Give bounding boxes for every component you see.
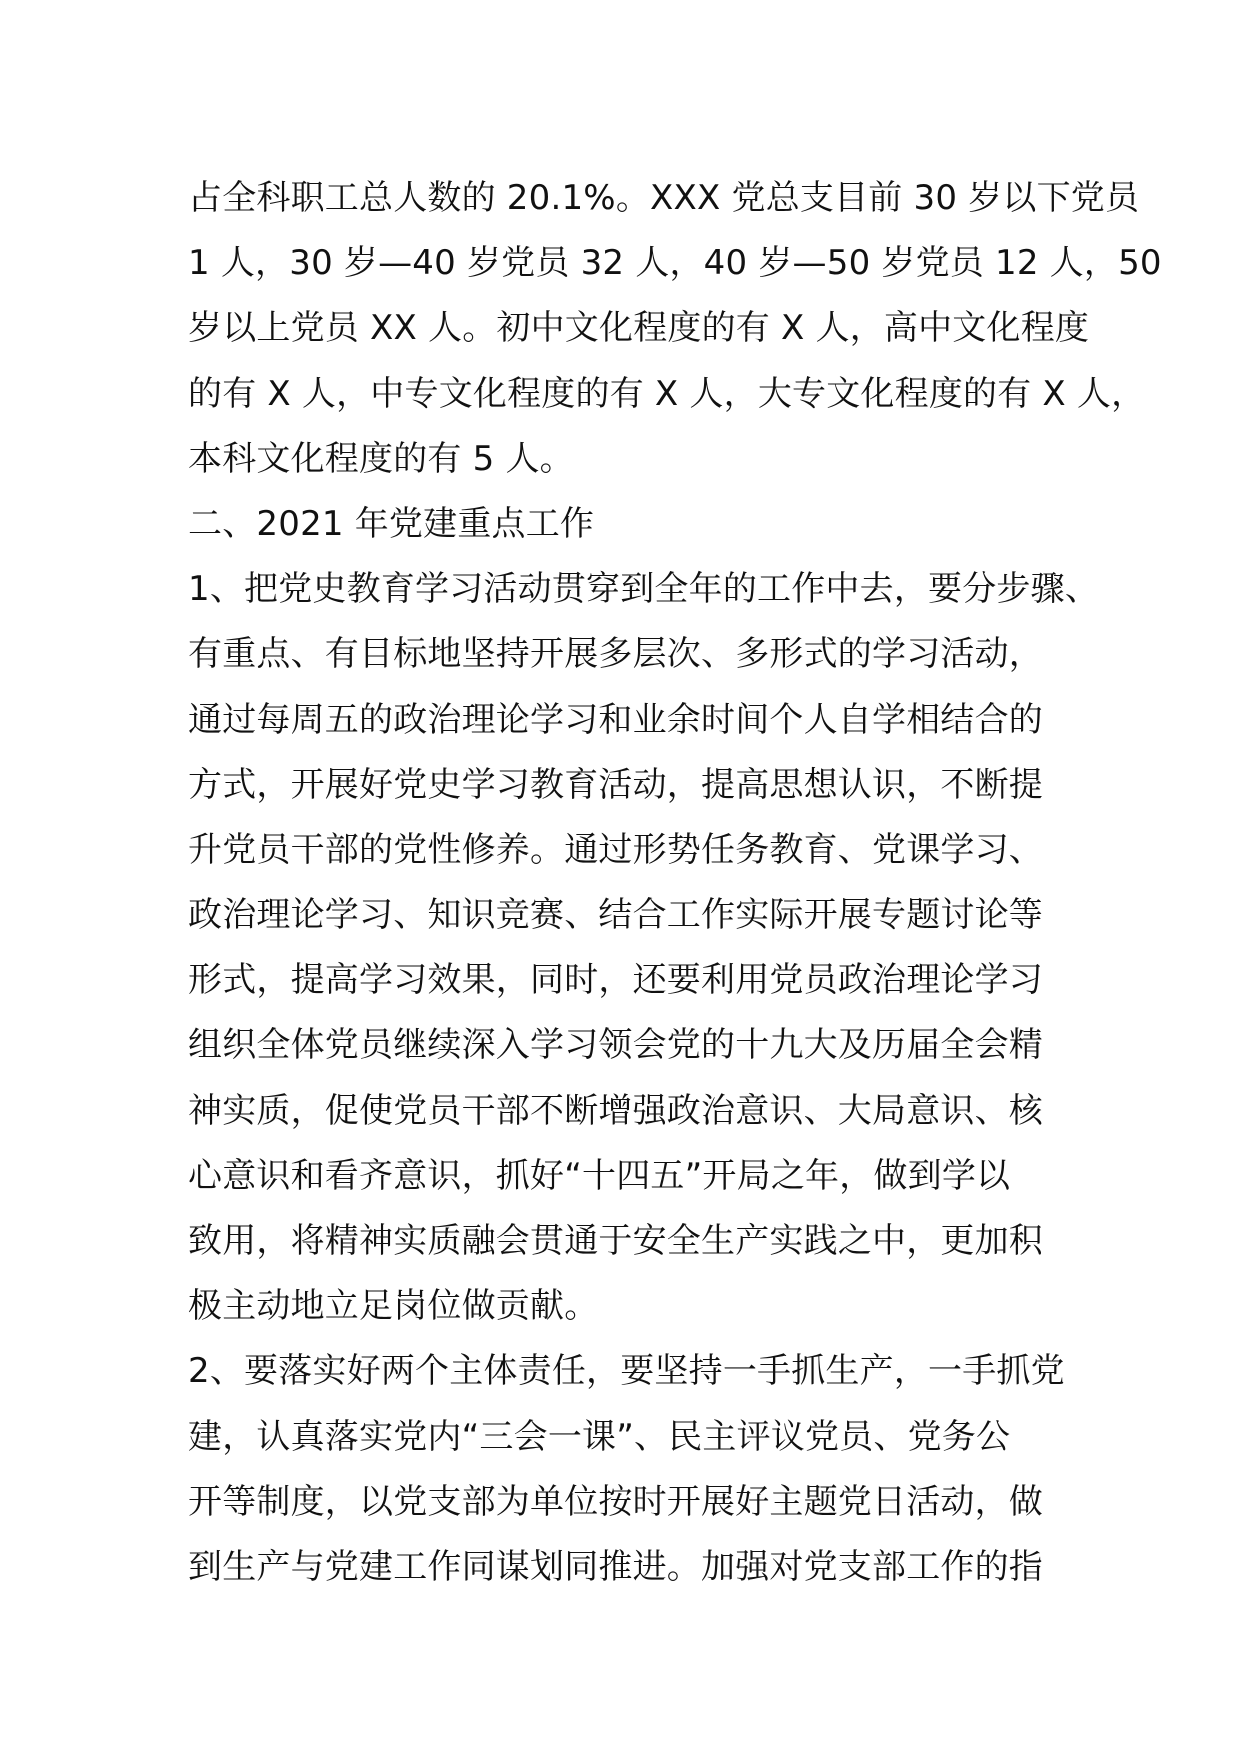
text-line: 开等制度，以党支部为单位按时开展好主题党日活动，做	[188, 1481, 1043, 1522]
text-line: 心意识和看齐意识，抓好“十四五”开局之年，做到学以	[188, 1155, 1011, 1196]
text-line: 到生产与党建工作同谋划同推进。加强对党支部工作的指	[188, 1546, 1043, 1587]
text-line: 政治理论学习、知识竞赛、结合工作实际开展专题讨论等	[188, 895, 1043, 936]
text-line: 升党员干部的党性修养。通过形势任务教育、党课学习、	[188, 829, 1043, 870]
text-line: 通过每周五的政治理论学习和业余时间个人自学相结合的	[188, 699, 1043, 740]
text-line: 2、要落实好两个主体责任，要坚持一手抓生产，一手抓党	[188, 1351, 1065, 1392]
text-line: 1 人，30 岁—40 岁党员 32 人，40 岁—50 岁党员 12 人，50	[188, 243, 1162, 284]
text-line: 有重点、有目标地坚持开展多层次、多形式的学习活动，	[188, 634, 1043, 675]
document-body	[188, 166, 1162, 1600]
text-line: 极主动地立足岗位做贡献。	[188, 1286, 599, 1327]
text-line: 组织全体党员继续深入学习领会党的十九大及历届全会精	[188, 1025, 1043, 1066]
text-line: 本科文化程度的有 5 人。	[188, 438, 574, 479]
text-line: 方式，开展好党史学习教育活动，提高思想认识，不断提	[188, 764, 1043, 805]
text-line: 建，认真落实党内“三会一课”、民主评议党员、党务公	[188, 1416, 1011, 1457]
text-line: 占全科职工总人数的 20.1%。XXX 党总支目前 30 岁以下党员	[188, 178, 1140, 218]
text-line: 形式，提高学习效果，同时，还要利用党员政治理论学习	[188, 960, 1043, 1001]
text-line: 致用，将精神实质融会贯通于安全生产实践之中，更加积	[188, 1221, 1043, 1261]
text-line: 的有 X 人，中专文化程度的有 X 人，大专文化程度的有 X 人，	[188, 373, 1146, 414]
text-line: 1、把党史教育学习活动贯穿到全年的工作中去，要分步骤、	[188, 569, 1100, 610]
section-heading: 二、2021 年党建重点工作	[188, 503, 595, 544]
text-line: 神实质，促使党员干部不断增强政治意识、大局意识、核	[188, 1090, 1043, 1131]
text-line: 岁以上党员 XX 人。初中文化程度的有 X 人，高中文化程度	[188, 308, 1090, 349]
